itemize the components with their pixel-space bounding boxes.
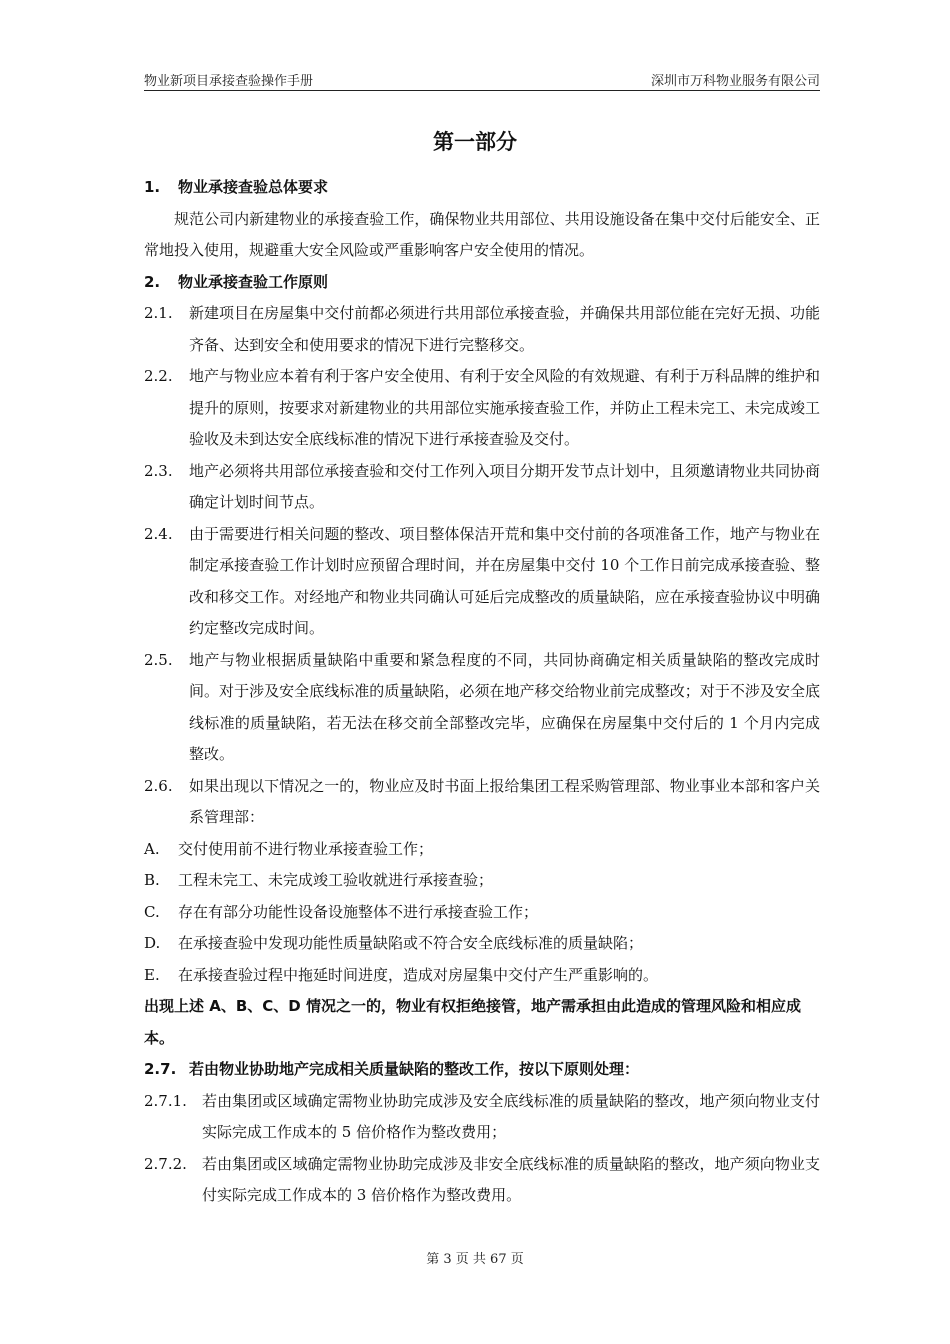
clause-number: 2.1. [144,304,173,322]
section-title: 物业承接查验总体要求 [178,178,329,196]
list-letter: D. [144,934,161,952]
list-text: 在承接查验中发现功能性质量缺陷或不符合安全底线标准的质量缺陷； [178,934,644,952]
section-number: 2. [144,272,161,291]
clause-number: 2.3. [144,461,173,480]
clause-text: 地产与物业根据质量缺陷中重要和紧急程度的不同，共同协商确定相关质量缺陷的整改完成时间。对于涉及安全底线标准的质量缺陷，必须在地产移交给物业前完成整改；对于不涉及安全底线标准的质量缺陷，若无法在移交前全部整改完毕，应确保在房屋集中交付后的 1 个月内完成整改。 [189,650,820,763]
part-title: 第一部分 [433,130,517,154]
list-item-e [144,960,820,992]
list-letter: E. [144,965,160,984]
clause-number: 2.7.1. [144,1091,187,1110]
clause-2-3 [144,456,820,519]
section-2-heading [144,267,820,299]
clause-text: 地产必须将共用部位承接查验和交付工作列入项目分期开发节点计划中，且须邀请物业共同协商确定计划时间节点。 [189,461,820,511]
clause-2-7-1 [144,1086,820,1149]
list-text: 工程未完工、未完成竣工验收就进行承接查验； [178,871,494,889]
clause-2-2 [144,361,820,456]
header-left-title: 物业新项目承接查验操作手册 [144,74,314,89]
list-letter: C. [144,902,160,921]
clause-number: 2.7.2. [144,1154,187,1173]
clause-text: 地产与物业应本着有利于客户安全使用、有利于安全风险的有效规避、有利于万科品牌的维护和提升的原则，按要求对新建物业的共用部位实施承接查验工作，并防止工程未完工、未完成竣工验收及未到达安全底线标准的情况下进行承接查验及交付。 [189,367,820,448]
clause-text: 若由集团或区域确定需物业协助完成涉及非安全底线标准的质量缺陷的整改，地产须向物业支付实际完成工作成本的 3 倍价格作为整改费用。 [202,1154,820,1204]
list-item-a [144,834,820,866]
section-1-paragraph: 规范公司内新建物业的承接查验工作，确保物业共用部位、共用设施设备在集中交付后能安全、正常地投入使用，规避重大安全风险或严重影响客户安全使用的情况。 [144,209,820,259]
clause-text: 新建项目在房屋集中交付前都必须进行共用部位承接查验，并确保共用部位能在完好无损、功能齐备、达到安全和使用要求的情况下进行完整移交。 [189,304,820,354]
clause-2-1 [144,298,820,361]
section-title: 物业承接查验工作原则 [178,272,329,291]
clause-text: 由于需要进行相关问题的整改、项目整体保洁开荒和集中交付前的各项准备工作，地产与物业在制定承接查验工作计划时应预留合理时间，并在房屋集中交付 10 个工作日前完成承接查验、整改和移交工作。对经地产和物业共同确认可延后完成整改的质量缺陷，应在承接查验协议中明确约定整改完成时间。 [189,524,820,637]
clause-2-6 [144,771,820,834]
page-number-footer: 第 3 页 共 67 页 [426,1252,524,1267]
clause-number: 2.2. [144,367,173,385]
clause-number: 2.5. [144,650,173,669]
list-item-d [144,928,820,960]
clause-2-7-2 [144,1149,820,1212]
list-text: 在承接查验过程中拖延时间进度，造成对房屋集中交付产生严重影响的。 [178,965,659,984]
list-item-c [144,897,820,929]
section-number: 1. [144,178,161,196]
section-1-heading [144,172,820,204]
clause-number: 2.4. [144,524,173,543]
list-item-b [144,865,820,897]
clause-number: 2.7. [144,1060,177,1078]
clause-2-5 [144,645,820,771]
page-header [144,68,820,91]
clause-2-4 [144,519,820,645]
header-company-name: 深圳市万科物业服务有限公司 [650,74,820,89]
clause-text: 若由集团或区域确定需物业协助完成涉及安全底线标准的质量缺陷的整改，地产须向物业支付实际完成工作成本的 5 倍价格作为整改费用； [202,1091,820,1141]
list-text: 存在有部分功能性设备设施整体不进行承接查验工作； [178,902,539,921]
clause-2-7 [144,1054,820,1086]
bold-note: 出现上述 A、B、C、D 情况之一的，物业有权拒绝接管，地产需承担由此造成的管理风险和相应成本。 [144,997,801,1047]
clause-number: 2.6. [144,776,173,795]
document-body [144,172,820,1212]
list-letter: B. [144,871,160,889]
clause-text: 若由物业协助地产完成相关质量缺陷的整改工作，按以下原则处理： [189,1060,640,1078]
list-text: 交付使用前不进行物业承接查验工作； [178,839,434,858]
clause-text: 如果出现以下情况之一的，物业应及时书面上报给集团工程采购管理部、物业事业本部和客户关系管理部： [189,776,820,826]
list-letter: A. [144,839,160,858]
